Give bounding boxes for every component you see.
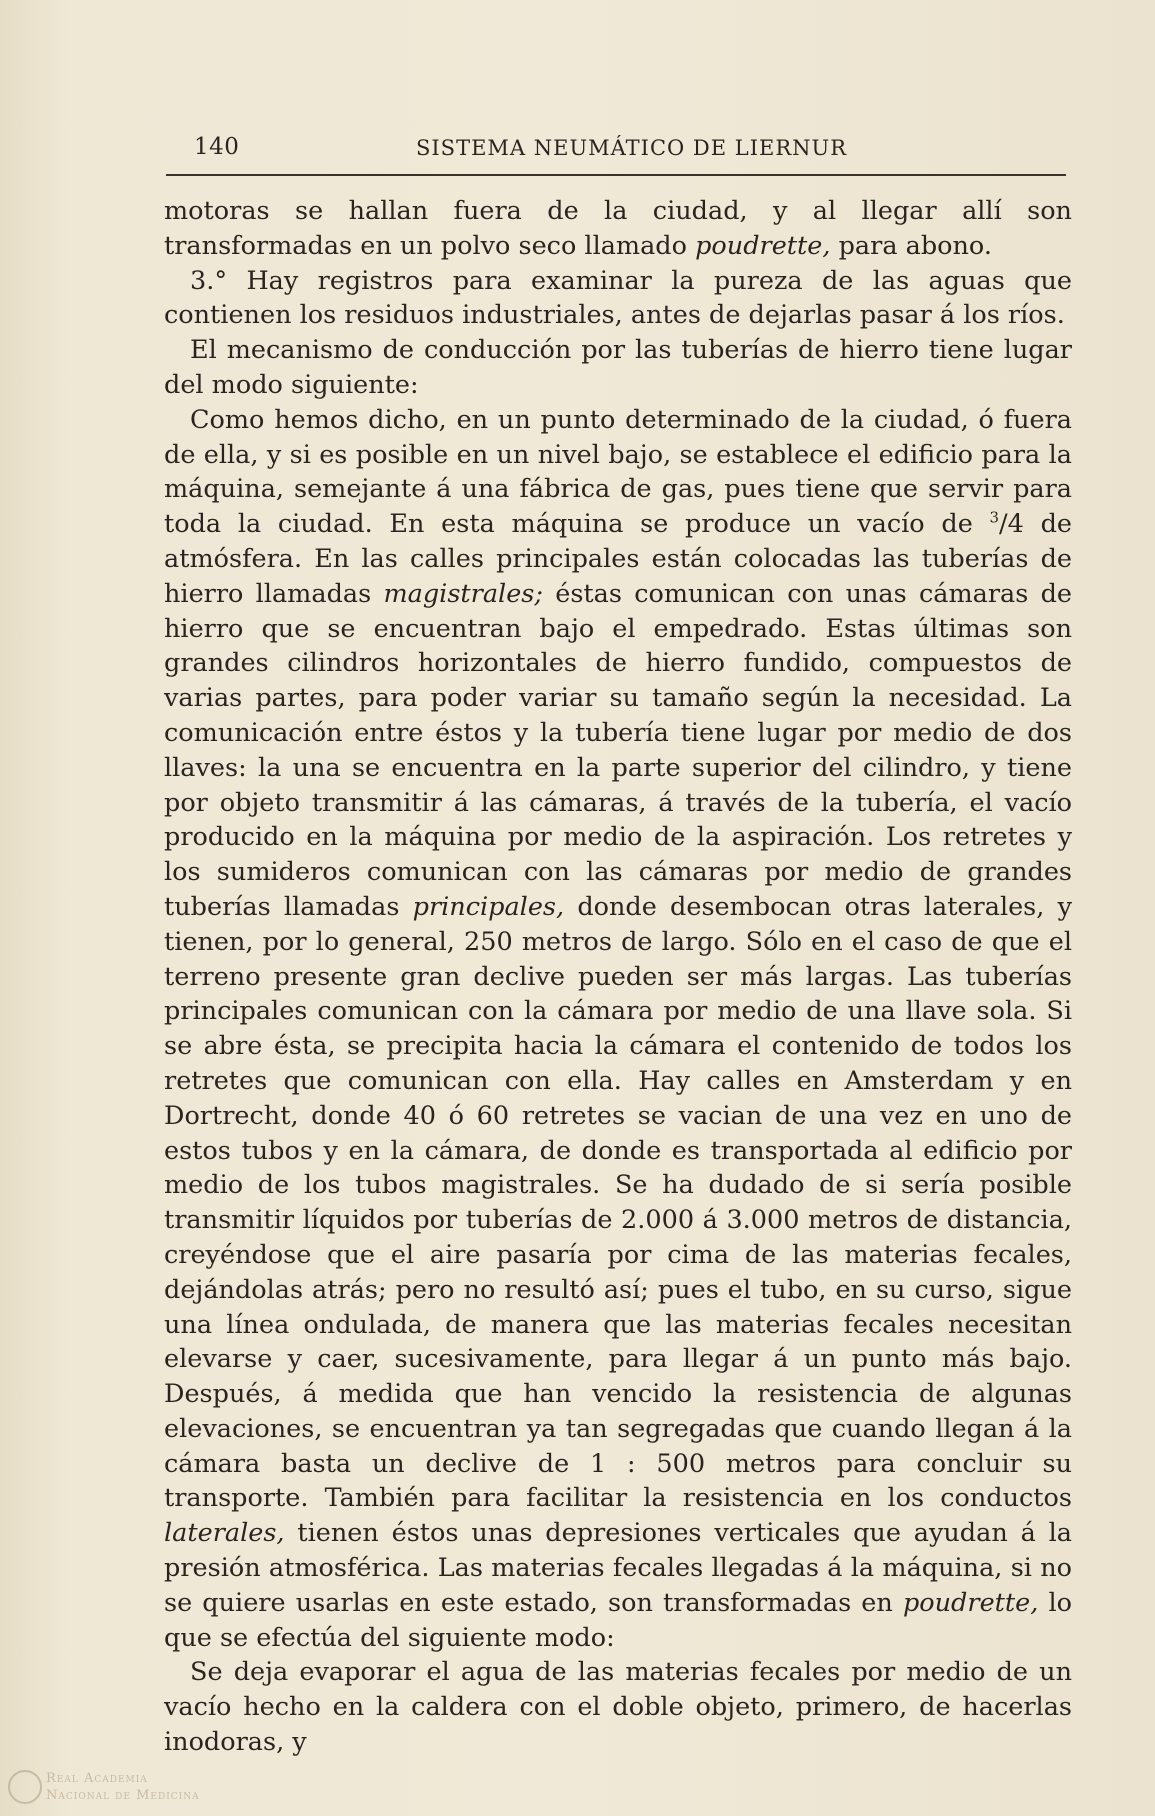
paragraph-4 — [164, 403, 1072, 1656]
paragraph-5: Se deja evaporar el agua de las materias fecales por medio de un vacío hecho en la caldera con el doble objeto, primero, de hacerlas inodoras, y — [164, 1657, 1072, 1758]
page-header — [166, 128, 1066, 168]
italic-term: laterales, — [164, 1518, 285, 1549]
fraction-numerator: 3 — [989, 508, 1000, 527]
italic-term: poudrette, — [695, 230, 831, 261]
library-stamp — [4, 1764, 264, 1816]
italic-term: principales, — [412, 891, 565, 922]
seal-icon — [8, 1770, 42, 1804]
stamp-line-2: Nacional de Medicina — [46, 1788, 200, 1803]
paragraph-3: El mecanismo de conducción por las tuberías de hierro tiene lugar del modo siguiente: — [164, 335, 1072, 400]
text-run: éstas comunican con unas cámaras de hierro que se encuentran bajo el empedrado. Estas últimas son grandes cilindros horizontales de hierro fundido, compuestos de varias partes, para poder variar su tamaño según la necesidad. La comunicación entre éstos y la tubería tiene lugar por medio de dos llaves: la una se encuentra en la parte superior del cilindro, y tiene por objeto transmitir á las cámaras, á través de la tubería, el vacío producido en la máquina por medio de la aspiración. Los retretes y los sumideros comunican con las cámaras por medio de grandes tuberías llamadas — [164, 578, 1073, 922]
text-run: tienen éstos unas depresiones verticales que ayudan á la presión atmosférica. Las materias fecales llegadas á la máquina, si no se quiere usarlas en este estado, son transformadas en — [164, 1518, 1072, 1618]
header-rule — [166, 174, 1066, 176]
text-run: Como hemos dicho, en un punto determinado de la ciudad, ó fuera de ella, y si es posible en un nivel bajo, se establece el edificio para la máquina, semejante á una fábrica de gas, pues tiene que servir para toda la ciudad. En esta máquina se produce un vacío de — [164, 404, 1072, 540]
fraction-denominator: /4 — [999, 509, 1024, 540]
text-run: donde desembocan otras laterales, y tienen, por lo general, 250 metros de largo. Sólo en el caso de que el terreno presente gran declive pueden ser más largas. Las tuberías principales comunican con la cámara por medio de una llave sola. Si se abre ésta, se precipita hacia la cámara el contenido de todos los retretes que comunican con ella. Hay calles en Amsterdam y en Dortrecht, donde 40 ó 60 retretes se vacian de una vez en uno de estos tubos y en la cámara, de donde es transportada al edificio por medio de los tubos magistrales. Se ha dudado de si sería posible transmitir líquidos por tuberías de 2.000 á 3.000 metros de distancia, creyéndose que el aire pasaría por cima de las materias fecales, dejándolas atrás; pero no resultó así; pues el tubo, en su curso, sigue una línea ondulada, de manera que las materias fecales necesitan elevarse y caer, sucesivamente, para llegar á un punto más bajo. Después, á medida que han vencido la resistencia de algunas elevaciones, se encuentran ya tan segregadas que cuando llegan á la cámara basta un declive de 1 : 500 metros para concluir su transporte. También para facilitar la resistencia en los conductos — [164, 891, 1072, 1514]
text-run: lo que se efectúa del siguiente modo: — [164, 1587, 1073, 1653]
body-text — [164, 194, 1072, 1760]
text-run: motoras se hallan fuera de la ciudad, y al llegar allí son transformadas en un polvo seco llamado — [164, 196, 1072, 261]
italic-term: poudrette, — [902, 1587, 1039, 1618]
page-number: 140 — [194, 134, 240, 160]
paragraph-1 — [164, 194, 1072, 264]
italic-term: magistrales; — [383, 578, 543, 609]
stamp-line-1: Real Academia — [46, 1771, 148, 1786]
text-run: para abono. — [830, 230, 992, 261]
paragraph-2: 3.° Hay registros para examinar la pureza de las aguas que contienen los residuos industriales, antes de dejarlas pasar á los ríos. — [164, 265, 1072, 331]
stamp-text — [46, 1770, 200, 1804]
text-run: de atmósfera. En las calles principales están colocadas las tuberías de hierro llamadas — [164, 509, 1072, 609]
running-head: SISTEMA NEUMÁTICO DE LIERNUR — [416, 136, 848, 160]
